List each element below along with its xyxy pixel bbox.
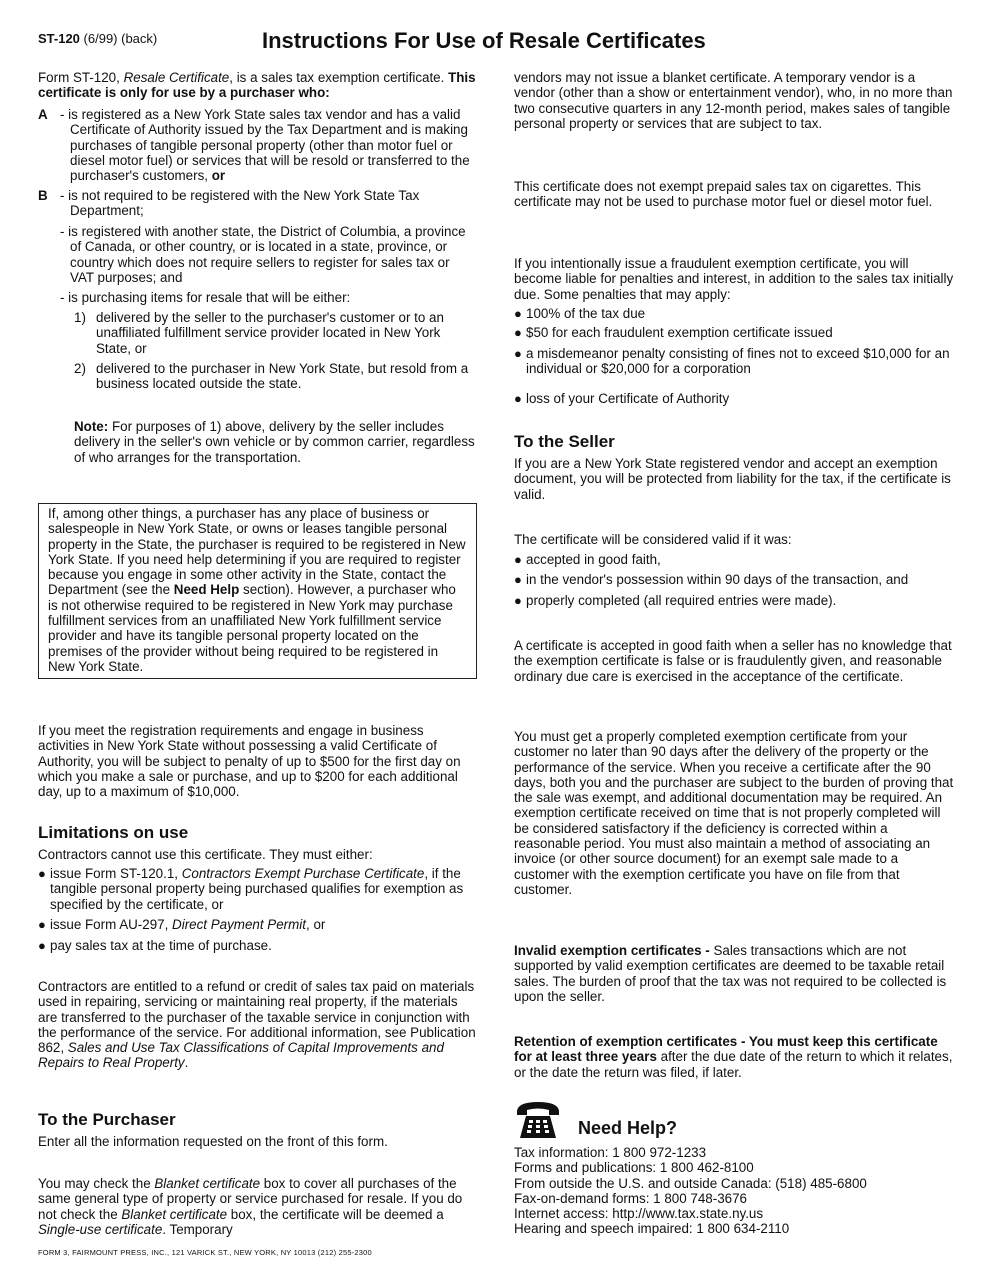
help-line-fax: Fax-on-demand forms: 1 800 748-3676 xyxy=(514,1190,747,1206)
condition-b-3: - is purchasing items for resale that will be either: xyxy=(60,290,351,305)
limitations-heading: Limitations on use xyxy=(38,823,189,842)
limitations-bullet-3: ● pay sales tax at the time of purchase. xyxy=(38,938,272,953)
valid-bullet-2: ● in the vendor's possession within 90 days of the transaction, and xyxy=(514,572,909,587)
condition-b-2: - is registered with another state, the District of Columbia, a province of Canada, or other country, or is located in a state, province, or country which does not require sellers to register for sales tax or VAT purposes; and xyxy=(60,224,466,285)
refund-paragraph: Contractors are entitled to a refund or credit of sales tax paid on materials used in repairing, servicing or maintaining real property, if the materials are transferred to the purchaser of the taxable service in conjunction with the performance of the service. For additional information, see Publication 862, Sales and Use Tax Classifications of Capital Improvements and Repairs to Real Property. xyxy=(38,979,476,1071)
help-line-forms: Forms and publications: 1 800 462-8100 xyxy=(514,1160,754,1176)
note-paragraph: Note: For purposes of 1) above, delivery by the seller includes delivery in the seller's own vehicle or by common carrier, regardless of who arranges for the transportation. xyxy=(74,419,475,465)
help-line-hearing: Hearing and speech impaired: 1 800 634-2110 xyxy=(514,1221,790,1237)
help-contacts xyxy=(514,1145,954,1237)
help-line-tax: Tax information: 1 800 972-1233 xyxy=(514,1145,707,1160)
bullet-icon: ● xyxy=(514,391,522,406)
limitations-bullet-2: ● issue Form AU-297, Direct Payment Permit, or xyxy=(38,917,326,932)
bullet-icon: ● xyxy=(514,346,522,361)
retention-paragraph: Retention of exemption certificates - You must keep this certificate for at least three years after the due date of the return to which it relates, or the date the return was filed, if later. xyxy=(514,1034,953,1080)
good-faith-paragraph: A certificate is accepted in good faith when a seller has no knowledge that the exemption certificate is false or is fraudulently given, and reasonable ordinary due care is exercised in the acceptance of the certificate. xyxy=(514,638,952,684)
numbered-item-2: 2) delivered to the purchaser in New York State, but resold from a business located outside the state. xyxy=(74,361,469,392)
bullet-icon: ● xyxy=(38,938,46,953)
limitations-bullet-1: ● issue Form ST-120.1, Contractors Exempt Purchase Certificate, if the tangible personal property being purchased qualifies for exemption as specified by the certificate, or xyxy=(38,866,464,912)
penalty-bullet-2: ● $50 for each fraudulent exemption certificate issued xyxy=(514,325,833,340)
bullet-icon: ● xyxy=(514,572,522,587)
numbered-item-1: 1) delivered by the seller to the purchaser's customer or to an unaffiliated fulfillment service provider located in New York State, or xyxy=(74,310,444,356)
valid-intro: The certificate will be considered valid if it was: xyxy=(514,532,792,547)
bullet-icon: ● xyxy=(514,552,522,567)
form-identifier: ST-120 (6/99) (back) xyxy=(38,31,158,46)
penalty-bullet-3: ● a misdemeanor penalty consisting of fines not to exceed $10,000 for an individual or $20,000 for a corporation xyxy=(514,346,950,377)
seller-paragraph: If you are a New York State registered vendor and accept an exemption document, you will be protected from liability for the tax, if the certificate is valid. xyxy=(514,456,951,502)
telephone-icon xyxy=(514,1099,562,1141)
bullet-icon: ● xyxy=(38,866,46,881)
purchaser-paragraph: Enter all the information requested on the front of this form. xyxy=(38,1134,388,1149)
fraud-paragraph: If you intentionally issue a fraudulent exemption certificate, you will become liable for penalties and interest, in addition to the sales tax initially due. Some penalties that may apply: xyxy=(514,256,954,302)
bullet-icon: ● xyxy=(514,593,522,608)
valid-bullet-1: ● accepted in good faith, xyxy=(514,552,661,567)
cigarettes-paragraph: This certificate does not exempt prepaid sales tax on cigarettes. This certificate may not be used to purchase motor fuel or diesel motor fuel. xyxy=(514,179,933,210)
penalty-paragraph: If you meet the registration requirements and engage in business activities in New York State without possessing a valid Certificate of Authority, you will be subject to penalty of up to $500 for the first day on which you make a sale or purchase, and up to $200 for each additional day, up to a maximum of $10,000. xyxy=(38,723,461,800)
bullet-icon: ● xyxy=(514,325,522,340)
need-help-heading: Need Help? xyxy=(578,1118,678,1138)
help-line-outside: From outside the U.S. and outside Canada: (518) 485-6800 xyxy=(514,1175,867,1191)
limitations-intro: Contractors cannot use this certificate. They must either: xyxy=(38,847,373,862)
page-title: Instructions For Use of Resale Certificates xyxy=(262,28,706,53)
valid-bullet-3: ● properly completed (all required entries were made). xyxy=(514,593,837,608)
invalid-certificates-paragraph: Invalid exemption certificates - Sales transactions which are not supported by valid exemption certificates are deemed to be taxable retail sales. The burden of proof that the tax was not required to be collected is upon the seller. xyxy=(514,943,947,1004)
intro-paragraph: Form ST-120, Resale Certificate, is a sales tax exemption certificate. This certificate is only for use by a purchaser who: xyxy=(38,70,476,101)
must-get-paragraph: You must get a properly completed exemption certificate from your customer no later than 90 days after the delivery of the property or the performance of the service. When you receive a certificate after the 90 days, both you and the purchaser are subject to the burden of proving that the sale was exempt, and additional documentation may be required. An exemption certificate received on time that is not properly completed will be considered satisfactory if the deficiency is corrected within a reasonable period. You must also maintain a method of associating an invoice (or other source document) for an exempt sale made to a customer with the exemption certificate you have on file from that customer. xyxy=(514,729,954,897)
penalty-bullet-1: ● 100% of the tax due xyxy=(514,306,646,321)
registration-notice-box: If, among other things, a purchaser has any place of business or salespeople in New York State, or owns or leases tangible personal property in the State, the purchaser is required to be registered in New York State. If you need help determining if you are required to register because you engage in some other activity in the State, contact the Department (see the Need Help section). However, a purchaser who is not otherwise required to be registered in New York may purchase fulfillment services from an unaffiliated New York fulfillment service provider and have its tangible personal property located on the premises of the provider without being required to be registered in New York State. xyxy=(38,503,477,679)
temporary-vendor-paragraph: vendors may not issue a blanket certificate. A temporary vendor is a vendor (other than a show or entertainment vendor), who, in no more than two consecutive quarters in any 12-month period, makes sales of tangible personal property or services that are subject to tax. xyxy=(514,70,953,131)
printer-footer: FORM 3, FAIRMOUNT PRESS, INC., 121 VARICK ST., NEW YORK, NY 10013 (212) 255-2300 xyxy=(38,1248,372,1257)
condition-a: A - is registered as a New York State sales tax vendor and has a valid Certificate of Authority issued by the Tax Department and is making purchases of tangible personal property (other than motor fuel or diesel motor fuel) or services that will be resold or transferred to the purchaser's customers, or xyxy=(38,107,470,184)
blanket-paragraph: You may check the Blanket certificate box to cover all purchases of the same general type of property or service purchased for resale. If you do not check the Blanket certificate box, the certificate will be deemed a Single-use certificate. Temporary xyxy=(38,1176,463,1237)
penalty-bullet-4: ● loss of your Certificate of Authority xyxy=(514,391,730,406)
purchaser-heading: To the Purchaser xyxy=(38,1110,176,1129)
bullet-icon: ● xyxy=(38,917,46,932)
seller-heading: To the Seller xyxy=(514,432,615,451)
condition-b: B - is not required to be registered with the New York State Tax Department; xyxy=(38,188,420,219)
help-line-internet: Internet access: http://www.tax.state.ny.us xyxy=(514,1206,764,1222)
bullet-icon: ● xyxy=(514,306,522,321)
